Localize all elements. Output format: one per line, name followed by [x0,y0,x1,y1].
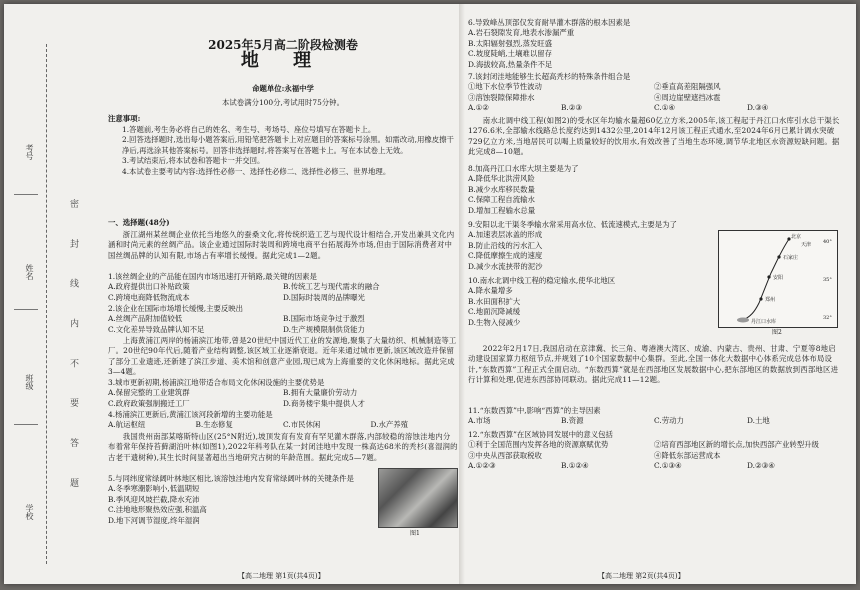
options [108,399,458,409]
option: A.政府提供出口补贴政策 [108,282,190,292]
question-stem: 7.该封闭洼地能够生长超高秃杉的特殊条件组合是 [468,72,631,81]
map-label: 天津 [801,242,812,248]
option: B.传统工艺与现代需求的融合 [283,282,380,292]
option: D.③④ [747,103,769,113]
question-6 [468,18,840,70]
passage-4: 南水北调中线工程(如图2)的受水区年均输水量超60亿立方米,2005年,该工程起于丹江口水库引水总干渠长1276.6米,全部输水线路总长度约达到1432公里,2014年12月该工程正式通水,至2024年6月已累计调水突破729亿立方米,当地居民可以喝上质量较好的饮用水,有效改善了当地生态环境,调节华北地区水资源短缺问题。据此完成8—10题。 [468,116,840,157]
map-label: 石家庄 [783,255,799,261]
option: D.国际时装周的品牌曝光 [283,292,365,302]
notice-item: 3.考试结束后,将本试卷和答题卡一并交回。 [122,156,265,166]
option: A.冬季寒潮影响小,低温期短 [108,484,200,494]
option: D.生物入侵减少 [468,317,521,327]
city-dot [777,255,780,258]
option: C.市民休闲 [283,420,321,430]
exam-subject: 地 理 [240,50,326,71]
question-9 [468,220,708,272]
name-blank [14,309,38,310]
item: ④周边崖壁遮挡冰雹 [654,92,721,102]
items [468,440,840,450]
item: ②垂直高差阻隔强风 [654,82,721,92]
option: B.国际市场竞争过于激烈 [283,314,365,324]
options [108,388,458,398]
question-stem: 8.加高丹江口水库大坝主要是为了 [468,164,579,173]
option: D.增加工程输水总量 [468,205,536,215]
question-stem: 3.城市更新初期,杨浦滨江地带适合布局文化休闲设施的主要优势是 [108,378,325,387]
question-4 [108,410,458,431]
option: B.生态修复 [195,420,233,430]
options [108,293,458,303]
exam-sheet [4,4,856,584]
question-2 [108,304,458,335]
option: C.降低摩擦生成的速度 [468,251,543,261]
option: C.政府政策强制搬迁工厂 [108,398,190,408]
notice-heading: 注意事项: [108,114,141,123]
item: ③中央从西部获取税收 [468,450,542,460]
item: ①利于全国范围内发挥各地的资源禀赋优势 [468,440,609,450]
passage-2: 上海黄浦江两岸的杨浦滨江地带,曾是20世纪中国近代工业的发源地,聚集了大量纺织、机械制造等工厂。20世纪90年代后,随着产业结构调整,该区域工业逐渐衰退。近年来通过城市更新,该区域改造并保留了部分工业遗迹,还新建了滨江步道、美术馆和创意产业园,现已成为上海重要的文化休闲地标。据此完成3—4题。 [108,336,457,377]
question-stem: 5.与同纬度常绿阔叶林地区相比,该溶蚀洼地内发育常绿阔叶林的关键条件是 [108,474,354,483]
option: D.地下河调节湿度,终年湿润 [108,515,200,525]
notice-list [108,125,458,177]
school-label: 学校 [25,504,34,520]
option: A.保留完整的工业建筑群 [108,388,190,398]
notice-item: 4.本试卷主要考试内容:选择性必修一、选择性必修二、选择性必修三、世界地理。 [122,166,391,176]
exam-no-label: 考号 [25,144,34,160]
map-label: 郑州 [765,297,776,303]
option: B.水田面积扩大 [468,296,521,306]
option: A.丝绸产品附加值较低 [108,314,183,324]
reservoir-shape [737,318,749,323]
items [468,451,840,461]
option: C.劳动力 [654,416,684,426]
option: B.拥有大量廉价劳动力 [283,388,358,398]
question-10 [468,276,708,328]
figure-1-photo [378,468,458,528]
option: A.降低华北洪涝风险 [468,174,535,184]
question-stem: 9.安阳以北干渠冬季输水常采用高水位、低流速模式,主要是为了 [468,220,677,229]
question-1 [108,272,458,303]
city-dot [759,297,762,300]
question-8 [468,164,708,216]
option: A.岩石裂隙发育,地表水渗漏严重 [468,28,575,38]
page-fold [459,4,465,584]
item: ④降低东部运营成本 [654,450,721,460]
question-stem: 2.该企业在国际市场增长缓慢,主要反映出 [108,304,244,313]
question-11 [468,406,840,427]
item: ③溶蚀裂隙保障排水 [468,92,535,102]
option: A.降水量增多 [468,286,513,296]
page-footer: 【高二地理 第2页(共4页)】 [598,572,685,580]
option: C.文化差异导致品牌认知不足 [108,324,205,334]
option: A.①② [468,103,489,113]
options [108,420,458,430]
option: B.防止沿线的污水汇入 [468,240,543,250]
map-label: 北京 [791,234,802,240]
item: ①地下水位季节性波动 [468,82,542,92]
map-label: 安阳 [773,275,784,281]
option: D.商务楼宇集中提供人才 [283,398,365,408]
binding-line [46,44,47,564]
option: D.减少水流挟带的泥沙 [468,261,543,271]
exam-no-blank [14,194,38,195]
options [108,314,458,324]
item: ②培育西部地区新的增长点,加快西部产业转型升级 [654,440,819,450]
exam-title: 2025年5月高二阶段检测卷 [208,38,358,52]
question-stem: 11.“东数西算”中,影响“西算”的主导因素 [468,406,601,415]
notice-item: 1.答题前,考生务必将自己的姓名、考生号、考场号、座位号填写在答题卡上。 [122,125,376,134]
option: D.水产养殖 [370,420,409,430]
question-3 [108,378,458,409]
option: C.地面沉降减缓 [468,307,521,317]
passage-5: 2022年2月17日,我国启动在京津冀、长三角、粤港澳大湾区、成渝、内蒙古、贵州、甘肃、宁夏等8地启动建设国家算力枢纽节点,并规划了10个国家数据中心集群。至此,全国一体化大数据中心体系完成总体布局设计,“东数西算”工程正式全面启动。“东数西算”就是在西部地区发展数据中心,把东部地区的数据放到西部地区进行计算和处理,促进东西部协同联动。据此完成11—12题。 [468,344,839,385]
name-label: 姓名 [25,264,34,280]
options [468,103,840,113]
option: D.土地 [747,416,770,426]
option: B.②③ [561,103,583,113]
option: D.海拔较高,热量条件不足 [468,59,553,69]
option: C.洼地地形聚热效应强,积温高 [108,505,207,515]
option: C.①④ [654,103,675,113]
class-blank [14,424,38,425]
options [468,416,840,426]
question-7 [468,72,840,114]
option: B.太阳辐射强烈,蒸发旺盛 [468,38,553,48]
map-latitude: 35° [823,277,832,283]
figure-2-caption: 图2 [772,329,782,336]
passage-3: 我国贵州南部某喀斯特山区(25°N附近),坡顶发育有发育有罕见灌木群落,内部较稳的溶蚀洼地内分布着常年保持苔藓湖泊叶林(如图1),2022年科考队在某一封闭洼地中发现一株高达68米的秃杉(喜湿润的古老干遗树种),其生长时间显著超出当地研究古树的年龄范围。据此完成5—7题。 [108,432,458,462]
option: C.①③④ [654,461,682,471]
passage-1: 浙江湖州某丝绸企业依托当地悠久的蚕桑文化,将传统织造工艺与现代设计相结合,开发出兼具文化内涵和时尚元素的丝绸产品。该企业通过国际时装周和跨境电商平台拓展海外市场,但由于国际消费者对中国丝绸品牌的认知有限,市场占有率增长缓慢。据此完成1—2题。 [108,230,455,260]
option: B.资源 [561,416,584,426]
options [468,461,840,471]
setter-unit: 命题单位:永福中学 [252,84,314,93]
options [108,325,458,335]
options [108,282,458,292]
binding-gutter [4,4,102,584]
question-stem: 6.导致峰丛顶部仅发育耐旱灌木群落的根本因素是 [468,18,631,27]
question-stem: 10.南水北调中线工程的稳定输水,使华北地区 [468,276,616,285]
question-stem: 12.“东数西算”在区域协同发展中的意义包括 [468,430,613,439]
option: C.跨境电商降低物流成本 [108,292,190,302]
option: C.坡度陡峭,土壤难以留存 [468,49,552,59]
items [468,93,840,103]
question-12 [468,430,840,472]
figure-2-map [718,230,838,328]
items [468,82,840,92]
page-footer: 【高二地理 第1页(共4页)】 [238,572,325,580]
option: D.生产规模限制供货能力 [283,324,365,334]
option: A.市场 [468,416,491,426]
question-5 [108,474,368,526]
map-latitude: 32° [823,315,832,321]
map-latitude: 40° [823,239,832,245]
option: D.②③④ [747,461,775,471]
score-time: 本试卷满分100分,考试用时75分钟。 [222,98,344,107]
option: A.加速表层冰盖的形成 [468,230,543,240]
option: B.①②④ [561,461,589,471]
option: B.减少水库移民数量 [468,184,535,194]
notice-item: 2.回答选择题时,选出每小题答案后,用铅笔把答题卡上对应题目的答案标号涂黑。如需改动,用橡皮擦干净后,再选涂其他答案标号。回答非选择题时,将答案写在答题卡上。写在本试卷上无效。 [122,135,454,155]
question-stem: 1.该丝绸企业的产品能在国内市场迅速打开销路,最关键的因素是 [108,272,317,281]
city-dot [767,275,770,278]
option: B.季风迎风坡拦截,降水充沛 [108,494,200,504]
figure-1-caption: 图1 [410,530,420,537]
question-stem: 4.杨浦滨江更新后,黄浦江该河段新增的主要功能是 [108,410,273,419]
option: A.①②③ [468,461,496,471]
map-label: 丹江口水库 [751,319,777,325]
class-label: 班级 [25,374,34,390]
seal-line-text: 密 封 线 内 不 要 答 题 [68,199,78,502]
section-heading: 一、选择题(48分) [108,218,170,227]
option: C.保障工程自流输水 [468,195,535,205]
option: A.航运枢纽 [108,420,146,430]
